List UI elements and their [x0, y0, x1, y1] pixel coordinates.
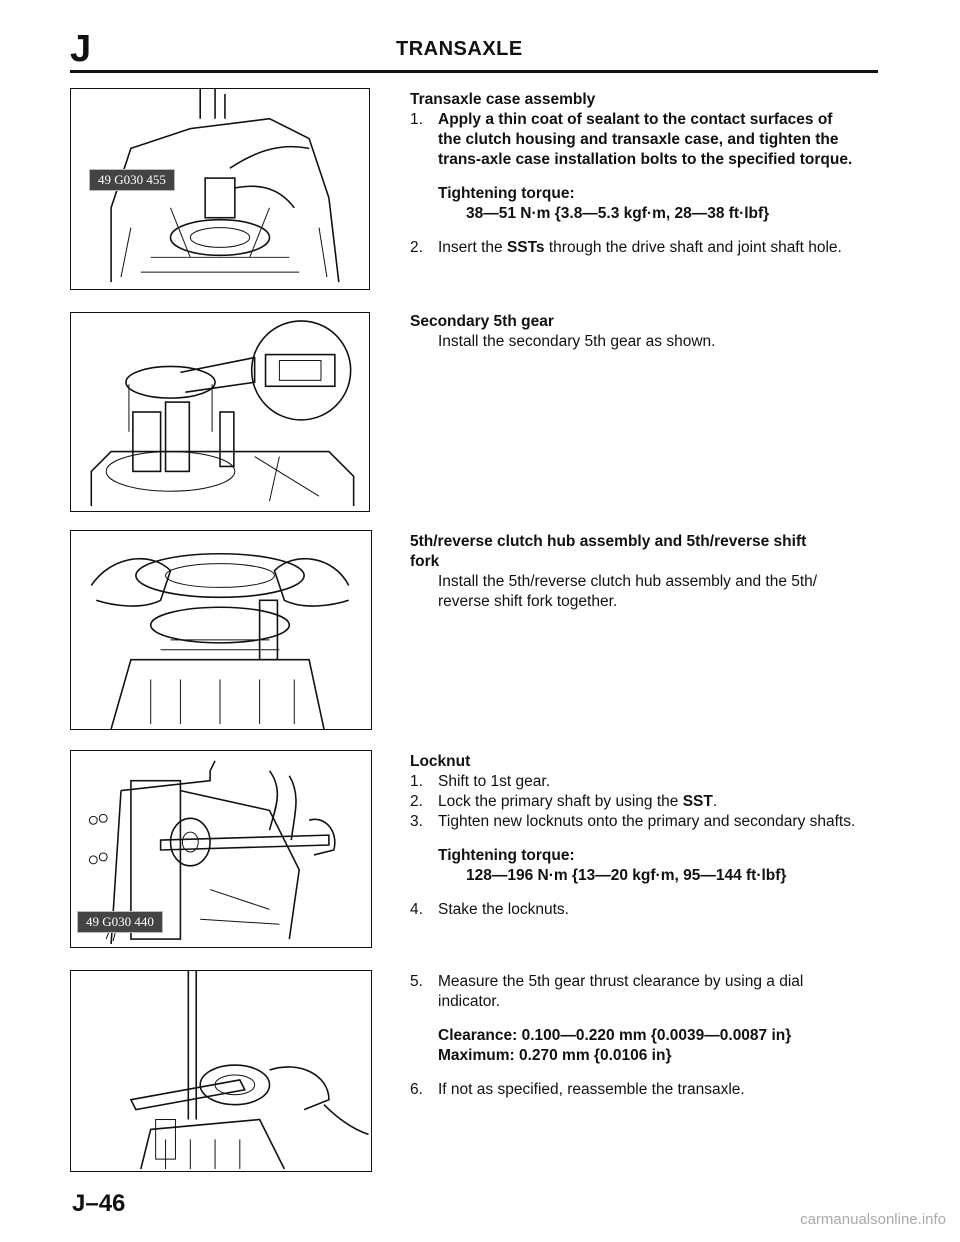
clearance-spec: Clearance: 0.100—0.220 mm {0.0039—0.0087 in} — [438, 1027, 792, 1044]
illustration-secondary-5th-gear — [71, 313, 369, 511]
figure-secondary-5th-gear — [70, 312, 370, 512]
section-clutch-hub — [410, 532, 830, 612]
list-item — [410, 772, 858, 792]
figure-locknut — [70, 750, 372, 948]
section-locknut — [410, 752, 858, 920]
illustration-clutch-hub — [71, 531, 371, 729]
step-number: 2. — [410, 239, 423, 256]
torque-label: Tightening torque: — [438, 185, 575, 202]
step-text: Tighten new locknuts onto the primary and secondary shafts. — [438, 813, 856, 830]
step-number: 1. — [410, 773, 423, 790]
section-letter: J — [70, 28, 92, 70]
step-text: Shift to 1st gear. — [438, 773, 551, 790]
section-text: Install the 5th/reverse clutch hub assembly and the 5th/ reverse shift fork together. — [438, 573, 818, 610]
section-secondary-5th-gear — [410, 312, 858, 352]
list-item — [410, 110, 858, 170]
section-clearance — [410, 972, 858, 1100]
list-item — [410, 238, 858, 258]
section-heading: 5th/reverse clutch hub assembly and 5th/reverse shift fork — [410, 533, 807, 570]
section-heading: Transaxle case assembly — [410, 91, 596, 108]
step-text-part: Lock the primary shaft by using the — [438, 793, 683, 810]
page-title: TRANSAXLE — [396, 38, 523, 60]
list-item — [410, 900, 858, 920]
step-text-part: through the drive shaft and joint shaft hole. — [544, 239, 842, 256]
list-item — [410, 812, 858, 832]
step-number: 4. — [410, 901, 423, 918]
sst-ref: SSTs — [506, 239, 545, 256]
list-item — [410, 1080, 858, 1100]
illustration-dial-indicator — [71, 971, 371, 1171]
step-number: 2. — [410, 793, 423, 810]
step-text: Apply a thin coat of sealant to the contact surfaces of the clutch housing and transaxle case, and tighten the trans-axle case installation bolts to the specified torque. — [438, 111, 853, 168]
step-text: If not as specified, reassemble the transaxle. — [438, 1081, 745, 1098]
sst-ref: SST — [682, 793, 713, 810]
step-number: 6. — [410, 1081, 423, 1098]
figure-clutch-hub — [70, 530, 372, 730]
list-item — [410, 792, 858, 812]
step-text: Stake the locknuts. — [438, 901, 569, 918]
figure-dial-indicator — [70, 970, 372, 1172]
page-number: J–46 — [72, 1190, 126, 1217]
section-heading: Secondary 5th gear — [410, 313, 554, 330]
section-text: Install the secondary 5th gear as shown. — [438, 333, 716, 350]
header-rule — [70, 70, 878, 73]
step-text: Measure the 5th gear thrust clearance by using a dial indicator. — [438, 973, 804, 1010]
step-number: 1. — [410, 111, 423, 128]
list-item — [410, 972, 858, 1012]
torque-value: 38—51 N·m {3.8—5.3 kgf·m, 28—38 ft·lbf} — [466, 205, 770, 222]
maximum-spec: Maximum: 0.270 mm {0.0106 in} — [438, 1047, 672, 1064]
section-heading: Locknut — [410, 753, 471, 770]
figure-case-assembly — [70, 88, 370, 290]
step-text-part: Insert the — [438, 239, 507, 256]
watermark: carmanualsonline.info — [800, 1211, 946, 1228]
step-text-part: . — [712, 793, 718, 810]
sst-label: 49 G030 440 — [77, 911, 163, 933]
torque-value: 128—196 N·m {13—20 kgf·m, 95—144 ft·lbf} — [466, 867, 787, 884]
step-text — [438, 792, 717, 812]
step-text — [438, 238, 842, 258]
torque-label: Tightening torque: — [438, 847, 575, 864]
step-number: 3. — [410, 813, 423, 830]
step-number: 5. — [410, 973, 423, 990]
sst-label: 49 G030 455 — [89, 169, 175, 191]
section-case-assembly — [410, 90, 858, 258]
